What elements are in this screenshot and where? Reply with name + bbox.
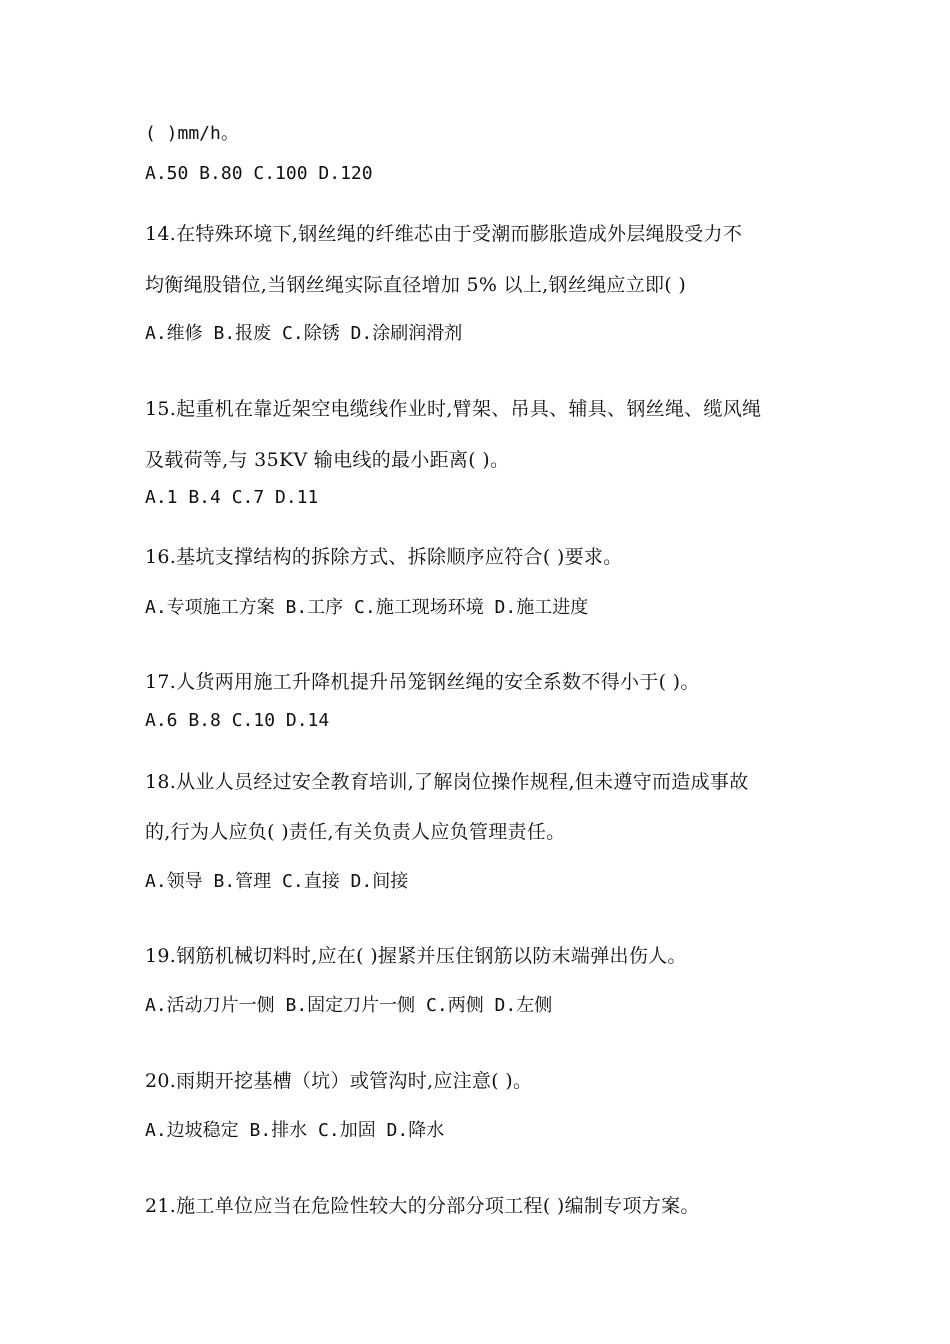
question-19-stem: 19.钢筋机械切料时,应在( )握紧并压住钢筋以防末端弹出伤人。 (145, 945, 687, 967)
question-18-options: A.领导 B.管理 C.直接 D.间接 (145, 871, 409, 892)
question-14-line-1: 14.在特殊环境下,钢丝绳的纤维芯由于受潮而膨胀造成外层绳股受力不 (145, 223, 743, 245)
question-16-options: A.专项施工方案 B.工序 C.施工现场环境 D.施工进度 (145, 597, 589, 618)
question-15-line-1: 15.起重机在靠近架空电缆线作业时,臂架、吊具、辅具、钢丝绳、缆风绳 (145, 398, 762, 420)
question-14-options: A.维修 B.报废 C.除锈 D.涂刷润滑剂 (145, 323, 463, 344)
question-16-stem: 16.基坑支撑结构的拆除方式、拆除顺序应符合( )要求。 (145, 546, 623, 568)
question-17-options: A.6 B.8 C.10 D.14 (145, 710, 330, 731)
question-18-line-1: 18.从业人员经过安全教育培训,了解岗位操作规程,但未遵守而造成事故 (145, 771, 749, 793)
question-20-stem: 20.雨期开挖基槽（坑）或管沟时,应注意( )。 (145, 1070, 533, 1092)
question-14-line-2: 均衡绳股错位,当钢丝绳实际直径增加 5% 以上,钢丝绳应立即( ) (145, 274, 687, 296)
question-19-options: A.活动刀片一侧 B.固定刀片一侧 C.两侧 D.左侧 (145, 995, 553, 1016)
question-21-stem: 21.施工单位应当在危险性较大的分部分项工程( )编制专项方案。 (145, 1195, 700, 1217)
question-20-options: A.边坡稳定 B.排水 C.加固 D.降水 (145, 1120, 445, 1141)
question-15-options: A.1 B.4 C.7 D.11 (145, 487, 319, 508)
question-18-line-2: 的,行为人应负( )责任,有关负责人应负管理责任。 (145, 821, 566, 843)
question-17-stem: 17.人货两用施工升降机提升吊笼钢丝绳的安全系数不得小于( )。 (145, 671, 700, 693)
question-13-stem-end: ( )mm/h。 (145, 123, 239, 144)
question-15-line-2: 及载荷等,与 35KV 输电线的最小距离( )。 (145, 449, 510, 471)
question-13-options: A.50 B.80 C.100 D.120 (145, 163, 373, 184)
